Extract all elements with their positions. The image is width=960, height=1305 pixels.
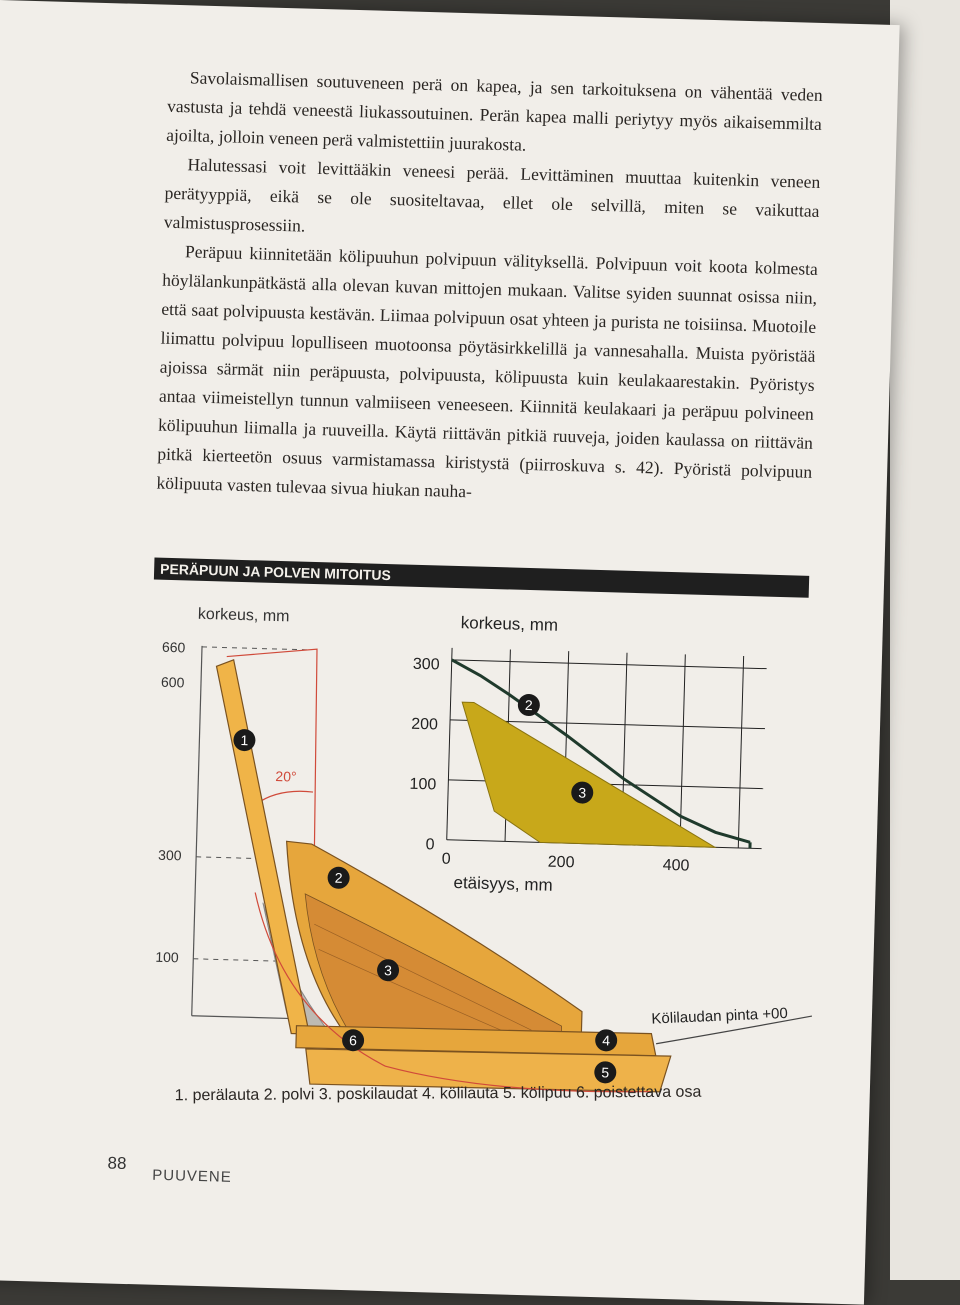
figure-caption: 1. perälauta 2. polvi 3. poskilaudat 4. kölilauta 5. kölipuu 6. poistettava osa [175, 1083, 815, 1105]
inset-grid-h [452, 660, 767, 669]
angle-label: 20° [275, 768, 297, 785]
paragraph-2: Halutessasi voit levittääkin veneesi perää. Levittäminen muuttaa kuitenkin veneen perätyyppiä, eikä se ole suositeltavaa, ellet ole selvillä, miten se vaikuttaa valmistusprosessiin. [163, 150, 820, 255]
keel-surface-label: Kölilaudan pinta +00 [651, 1005, 788, 1028]
inset-x-tick-200: 200 [548, 854, 575, 872]
facing-page-edge [890, 0, 960, 1280]
left-axis-label: korkeus, mm [198, 606, 290, 626]
inset-chart [447, 648, 767, 849]
paragraph-3: Peräpuu kiinnitetään kölipuuhun polvipuun välityksellä. Polvipuun voit koota kolmesta höylälankunpätkästä alla olevan kuvan mittojen mukaan. Valitse syiden suunnat osissa niin, että saat polvipuusta kestävän. Liimaa polvipuun osat yhteen ja purista ne toisiinsa. Muotoile liimattu polvipuu lopulliseen muotoonsa pöytäsirkkelillä ja vannesahalla. Muista pyöristää ajoissa särmät niin peräpuusta, polvipuusta, kölipuusta kuin keulakaarestakin. Pyöristys antaa viimeistellyn tunnun valmiiseen veneeseen. Kiinnitä keulakaari ja peräpuu polvineen kölipuuhun liimalla ja ruuveilla. Käytä riittävän pitkiä ruuveja, joiden kaulassa on riittävän pitkä kierteetön osuus varmistamassa kiristystä (piirroskuva s. 42). Pyöristä polvipuun kölipuuta vasten tulevaa sivua hiukan nauha- [156, 237, 818, 516]
svg-text:5: 5 [601, 1064, 609, 1080]
left-tick-100: 100 [155, 949, 179, 966]
section-title: PERÄPUUN JA POLVEN MITOITUS [154, 558, 809, 598]
body-text [156, 63, 823, 516]
svg-text:2: 2 [335, 870, 343, 886]
inset-grid-v [738, 656, 743, 848]
svg-text:1: 1 [240, 732, 248, 748]
inset-y-label: korkeus, mm [461, 613, 559, 635]
inset-marker-2-label: 2 [525, 697, 533, 713]
left-tick-600: 600 [161, 674, 185, 691]
inset-marker-3-label: 3 [578, 784, 586, 800]
inset-grid-v [447, 648, 452, 840]
svg-text:6: 6 [349, 1032, 357, 1048]
svg-text:4: 4 [602, 1032, 610, 1048]
footer-label: PUUVENE [152, 1167, 232, 1186]
inset-x-tick-400: 400 [663, 857, 690, 875]
inset-x-label: etäisyys, mm [453, 873, 553, 895]
inset-x-tick-0: 0 [441, 851, 450, 868]
page-number: 88 [107, 1153, 126, 1174]
inset-y-tick-100: 100 [409, 776, 436, 794]
dimension-figure [128, 589, 833, 1168]
inset-y-tick-0: 0 [425, 836, 434, 853]
left-tick-660: 660 [162, 639, 186, 656]
inset-y-tick-300: 300 [413, 656, 440, 674]
svg-text:3: 3 [384, 962, 392, 978]
paragraph-1: Savolaismallisen soutuveneen perä on kapea, ja sen tarkoituksena on vähentää veden vastusta ja tehdä veneestä liukassoutuinen. Perän kapea malli periytyy myös aikaisemmilta ajoilta, jolloin veneen perä valmistettiin juurakosta. [166, 63, 823, 168]
left-tick-300: 300 [158, 847, 182, 864]
inset-y-tick-200: 200 [411, 716, 438, 734]
